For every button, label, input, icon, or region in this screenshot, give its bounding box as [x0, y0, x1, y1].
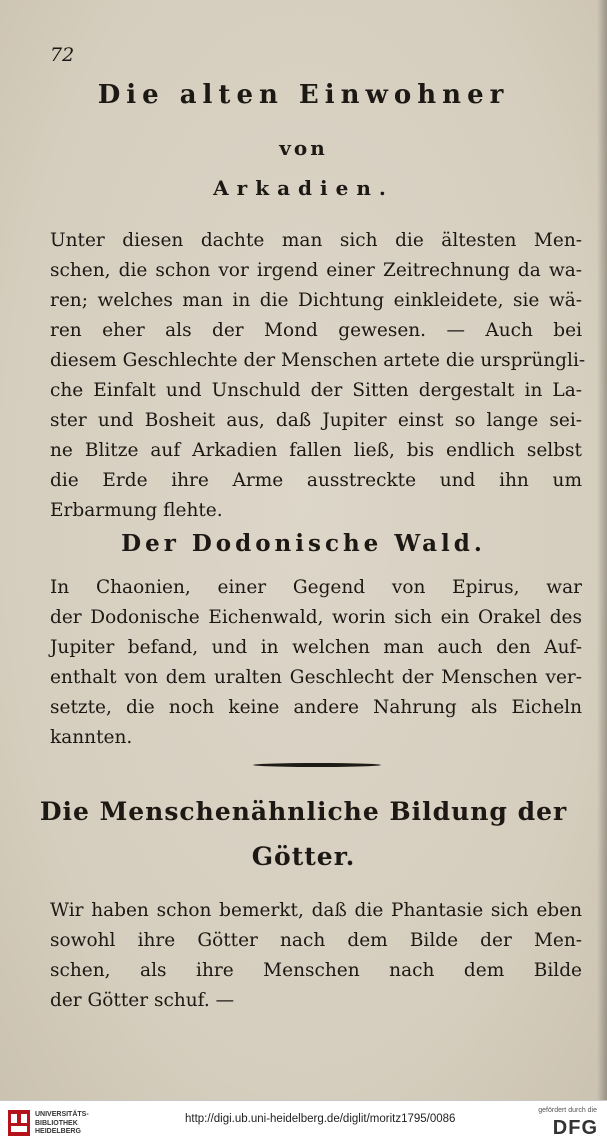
section-title-goetter: Götter.	[251, 842, 356, 871]
section-title-dodonische-wald: Der Dodonische Wald.	[121, 530, 486, 557]
section-title-arkadien: Arkadien.	[213, 176, 394, 200]
viewer-footer	[0, 1100, 607, 1146]
text-line: enthalt von dem uralten Geschlecht der Menschen ver-	[50, 667, 582, 688]
text-line: der Götter schuf. —	[50, 990, 235, 1011]
text-line: Wir haben schon bemerkt, daß die Phantasie sich eben	[50, 900, 582, 921]
text-line: ren; welches man in die Dichtung einkleidete, sie wä-	[50, 290, 582, 311]
text-line: diesem Geschlechte der Menschen artete die ursprüngli-	[50, 350, 586, 371]
section-title-von: von	[279, 136, 328, 160]
text-line: setzte, die noch keine andere Nahrung als Eicheln	[50, 697, 582, 718]
text-line: Unter diesen dachte man sich die ältesten Men-	[50, 230, 582, 251]
text-line: schen, als ihre Menschen nach dem Bilde	[50, 960, 582, 981]
paragraph-arkadien	[50, 226, 586, 526]
library-name-line: HEIDELBERG	[35, 1128, 81, 1135]
library-name-line: BIBLIOTHEK	[35, 1119, 78, 1127]
text-line: sowohl ihre Götter nach dem Bilde der Men-	[50, 930, 582, 951]
paragraph-dodona	[50, 573, 582, 753]
library-name	[35, 1111, 89, 1137]
permalink-url[interactable]: http://digi.ub.uni-heidelberg.de/diglit/moritz1795/0086	[185, 1113, 456, 1125]
text-line: schen, die schon vor irgend einer Zeitrechnung da wa-	[50, 260, 582, 281]
page-number: 72	[50, 44, 75, 66]
text-line: che Einfalt und Unschuld der Sitten dergestalt in La-	[50, 380, 582, 401]
text-line: kannten.	[50, 727, 133, 748]
text-line: In Chaonien, einer Gegend von Epirus, war	[50, 577, 582, 598]
text-line: Jupiter befand, und in welchen man auch den Auf-	[50, 637, 582, 658]
text-line: die Erde ihre Arme ausstreckte und ihn um	[50, 470, 582, 491]
university-logo-icon	[7, 1109, 31, 1137]
text-line: ster und Bosheit aus, daß Jupiter einst so lange sei-	[50, 410, 582, 431]
text-line: ne Blitze auf Arkadien fallen ließ, bis endlich selbst	[50, 440, 582, 461]
section-title-bildung: Die Menschenähnliche Bildung der	[39, 797, 568, 826]
text-line: Erbarmung flehte.	[50, 500, 223, 521]
funded-by-label: gefördert durch die	[538, 1107, 597, 1114]
section-divider	[253, 763, 381, 767]
dfg-logo: DFG	[552, 1117, 598, 1139]
text-line: ren eher als der Mond gewesen. — Auch bei	[50, 320, 582, 341]
section-title-einwohner: Die alten Einwohner	[97, 80, 510, 110]
paragraph-bildung	[50, 896, 582, 1016]
library-name-line: UNIVERSITÄTS-	[35, 1111, 89, 1118]
text-line: der Dodonische Eichenwald, worin sich ein Orakel des	[50, 607, 582, 628]
